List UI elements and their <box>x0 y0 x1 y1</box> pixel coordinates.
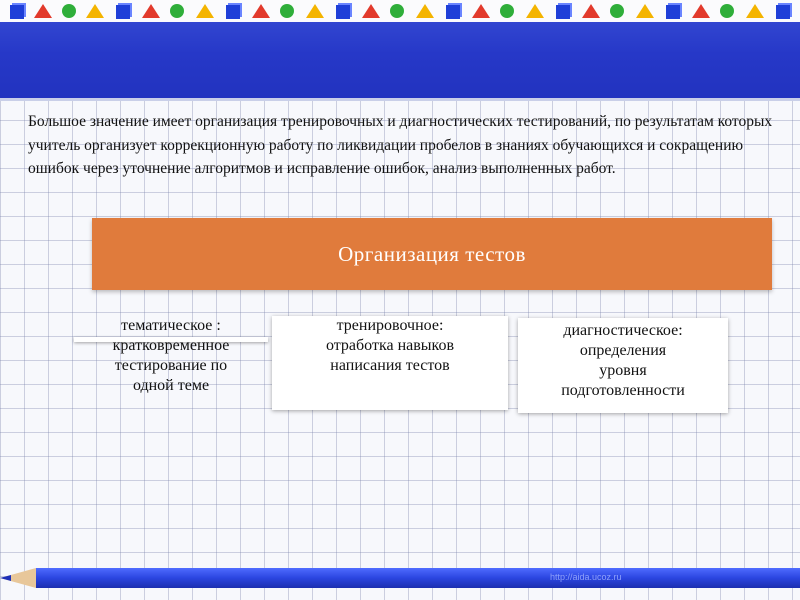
triangle-icon <box>526 4 544 18</box>
card-line: написания тестов <box>330 357 450 374</box>
card-line: одной теме <box>132 377 210 394</box>
card-line: отработка навыков <box>325 337 455 354</box>
triangle-icon <box>746 4 764 18</box>
cube-icon <box>776 5 790 19</box>
cube-icon <box>336 5 350 19</box>
triangle-icon <box>34 4 52 18</box>
pencil-body <box>36 568 800 588</box>
card-training <box>272 316 508 410</box>
triangle-icon <box>692 4 710 18</box>
triangle-icon <box>416 4 434 18</box>
cube-icon <box>446 5 460 19</box>
card-line: тематическое : <box>121 317 221 334</box>
card-line: тренировочное: <box>336 317 444 334</box>
pencil-lead <box>0 575 11 581</box>
circle-icon <box>390 4 404 18</box>
card-line: подготовленности <box>561 382 685 399</box>
pencil-decoration <box>0 566 800 590</box>
triangle-icon <box>362 4 380 18</box>
circle-icon <box>720 4 734 18</box>
circle-icon <box>170 4 184 18</box>
decorative-shapes-row <box>0 0 800 22</box>
triangle-icon <box>472 4 490 18</box>
cube-icon <box>556 5 570 19</box>
triangle-icon <box>142 4 160 18</box>
card-diagnostic <box>518 318 728 413</box>
card-line: диагностическое: <box>563 322 683 339</box>
cube-icon <box>226 5 240 19</box>
triangle-icon <box>306 4 324 18</box>
circle-icon <box>610 4 624 18</box>
triangle-icon <box>196 4 214 18</box>
card-line: кратковременное <box>112 337 230 354</box>
card-line: определения <box>579 342 667 359</box>
circle-icon <box>62 4 76 18</box>
triangle-icon <box>86 4 104 18</box>
top-decorative-band <box>0 0 800 101</box>
triangle-icon <box>636 4 654 18</box>
cube-icon <box>666 5 680 19</box>
triangle-icon <box>582 4 600 18</box>
footer-watermark: http://aida.ucoz.ru <box>550 572 622 582</box>
circle-icon <box>280 4 294 18</box>
triangle-icon <box>252 4 270 18</box>
cube-icon <box>10 5 24 19</box>
intro-paragraph: Большое значение имеет организация тренировочных и диагностических тестирований, по результатам которых учитель организует коррекционную работу по ликвидации пробелов в знаниях обучающихся и сокращению ошибок через уточнение алгоритмов и исправление ошибок, анализ выполненных работ. <box>28 113 773 177</box>
banner-title: Организация тестов <box>338 241 526 266</box>
cube-icon <box>116 5 130 19</box>
circle-icon <box>500 4 514 18</box>
section-banner <box>92 218 772 290</box>
card-line: уровня <box>599 362 647 379</box>
card-thematic <box>74 316 268 408</box>
card-line: тестирование по <box>114 357 228 374</box>
